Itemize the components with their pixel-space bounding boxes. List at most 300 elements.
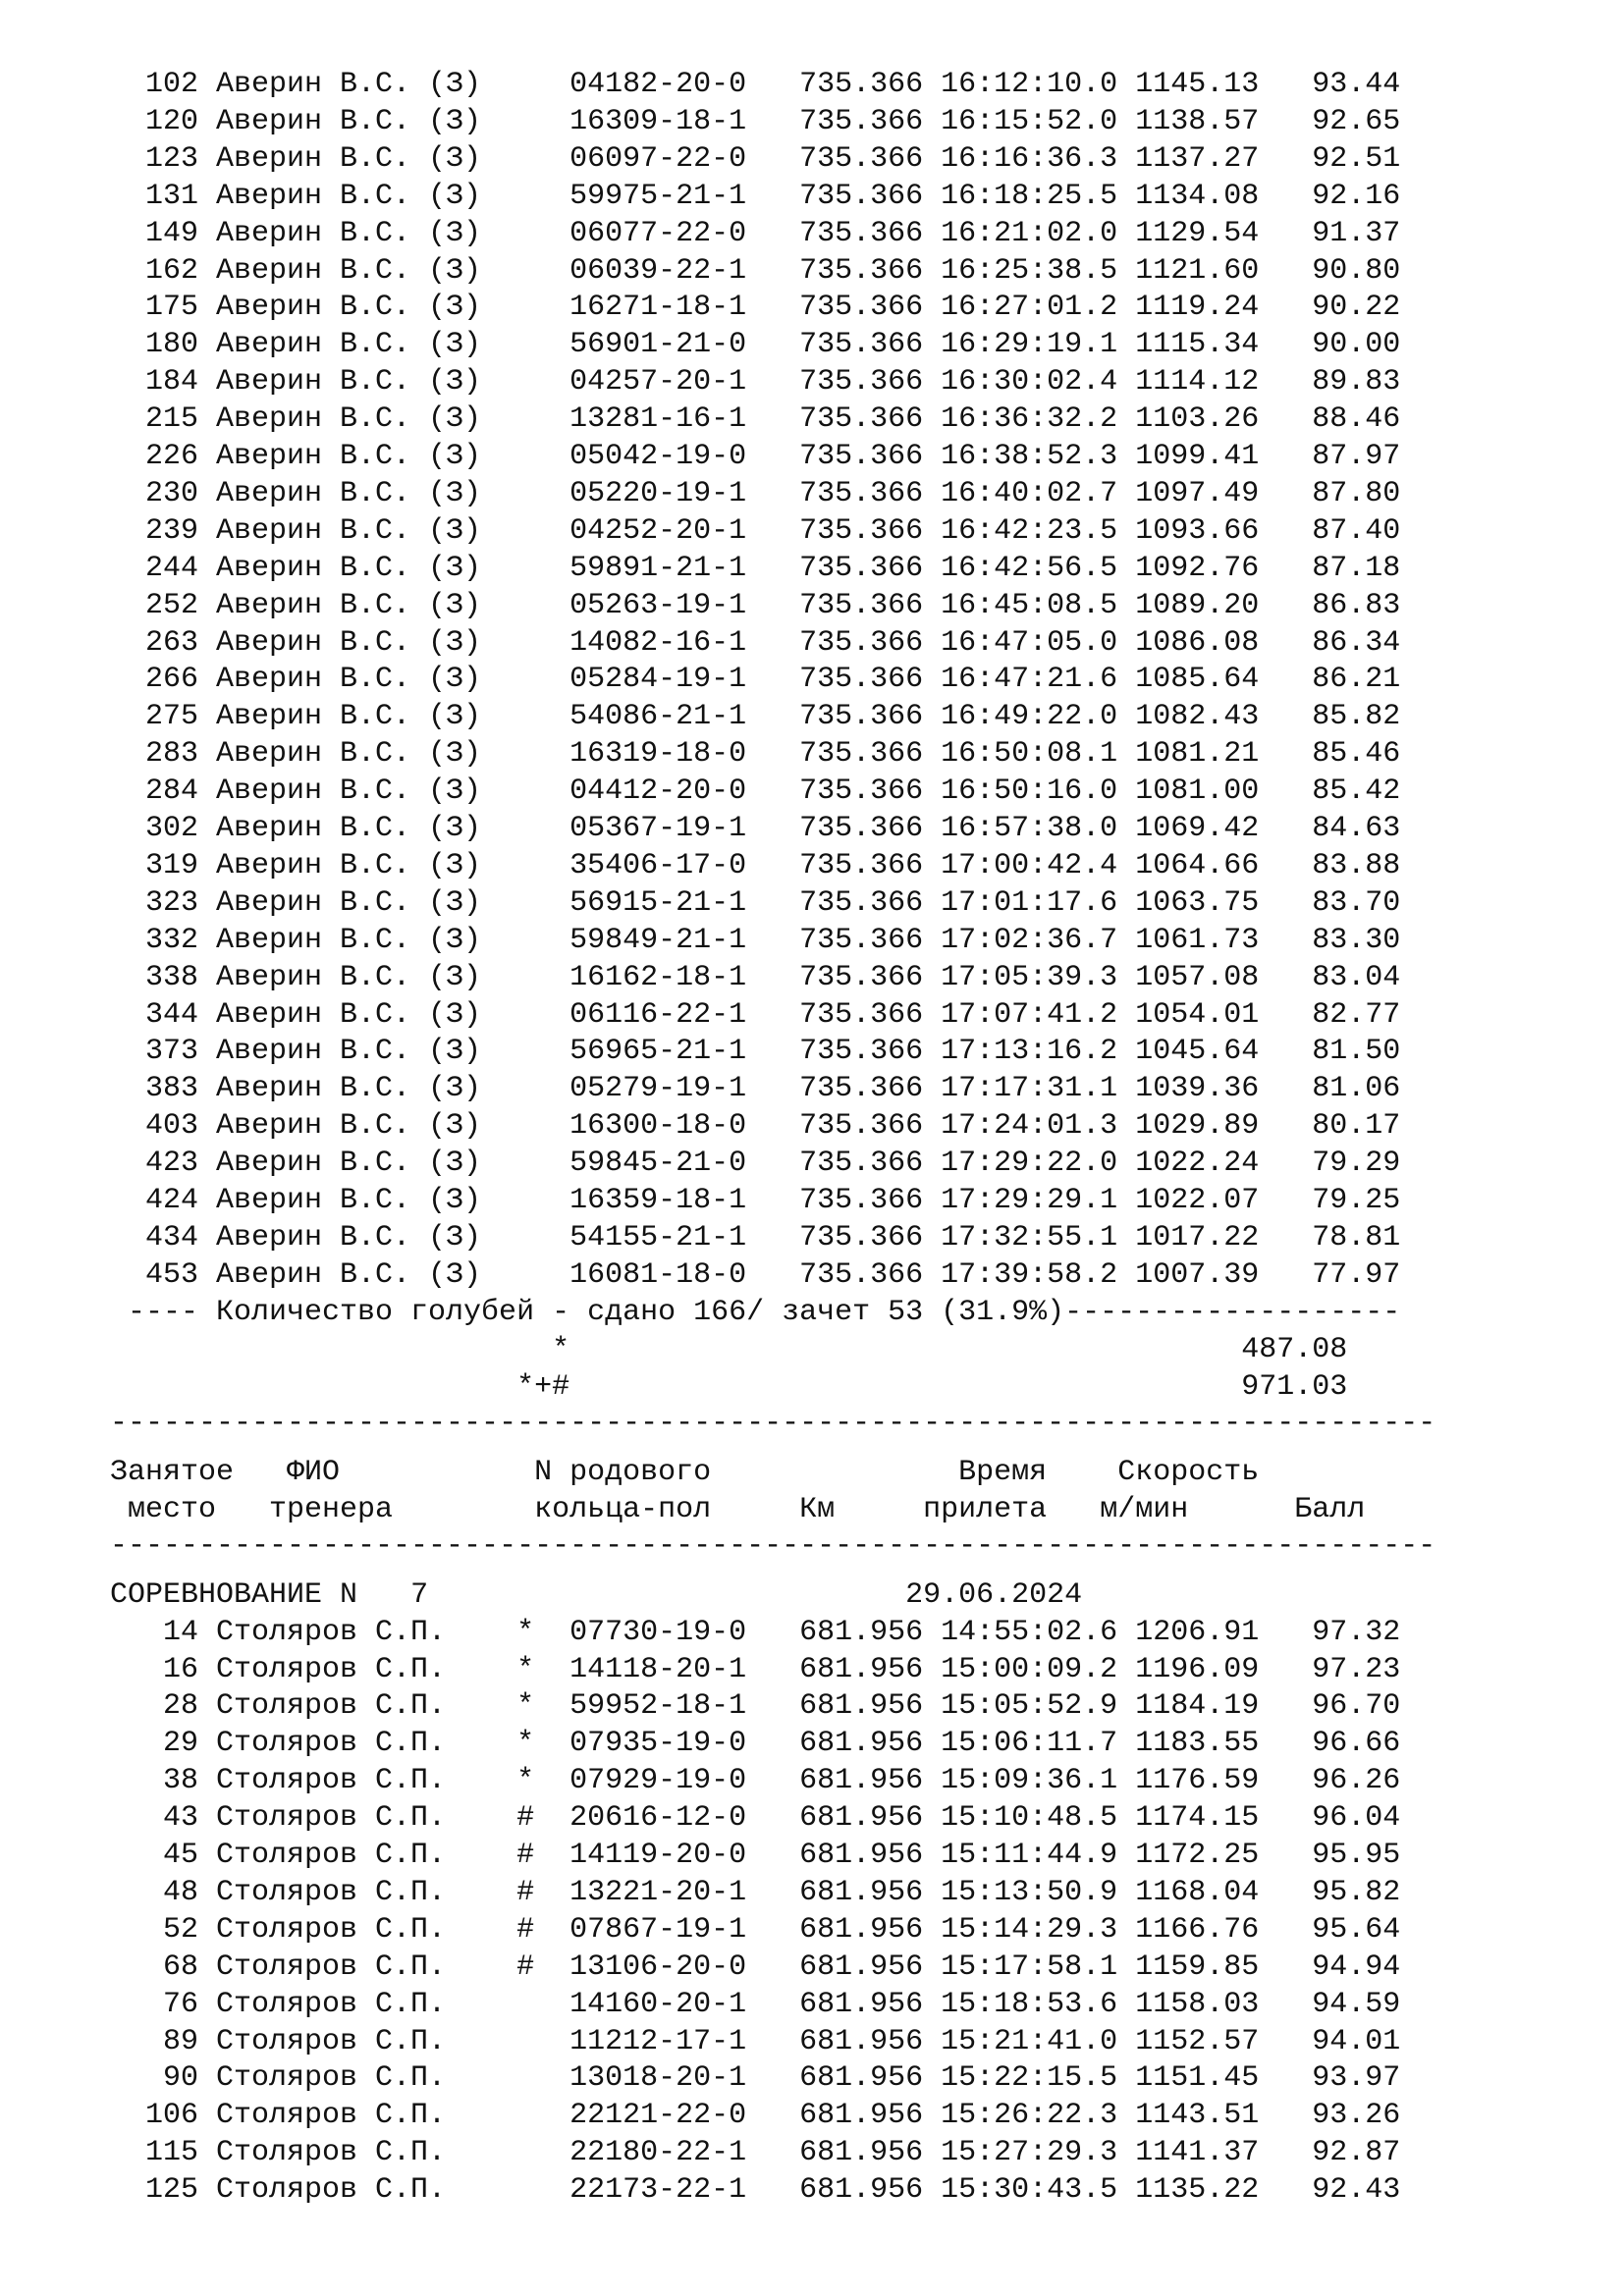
time-cell: 16:49:22.0 <box>941 700 1136 734</box>
place-cell: 52 <box>128 1912 217 1947</box>
table-row <box>128 1837 1561 1874</box>
place-cell: 90 <box>128 2061 217 2096</box>
trainer-cell: Столяров С.П. <box>216 2024 482 2058</box>
place-cell: 284 <box>128 774 217 809</box>
time-cell: 14:55:02.6 <box>941 1615 1136 1649</box>
score-cell: 88.46 <box>1294 402 1401 437</box>
header-time: Время <box>958 1455 1118 1489</box>
ring-cell: 16309-18-1 <box>569 104 800 138</box>
speed-cell: 1137.27 <box>1135 141 1295 176</box>
km-cell: 681.956 <box>799 2061 942 2096</box>
speed-cell: 1069.42 <box>1135 812 1295 845</box>
trainer-cell: Аверин В.С. (З) <box>216 68 482 101</box>
table-row <box>128 1874 1561 1911</box>
ring-cell: 06039-22-1 <box>569 253 800 288</box>
speed-cell: 1168.04 <box>1135 1875 1295 1909</box>
speed-cell: 1103.26 <box>1135 402 1295 437</box>
place-cell: 120 <box>128 104 217 138</box>
speed-cell: 1166.76 <box>1135 1912 1295 1947</box>
trainer-cell: Аверин В.С. (З) <box>216 328 482 362</box>
time-cell: 15:18:53.6 <box>941 1987 1136 2021</box>
score-cell: 77.97 <box>1294 1257 1401 1292</box>
header-place: место <box>110 1492 270 1526</box>
ring-cell: 22173-22-1 <box>569 2173 800 2208</box>
km-cell: 735.366 <box>799 1220 942 1255</box>
km-cell: 735.366 <box>799 1147 942 1181</box>
trainer-cell: Аверин В.С. (З) <box>216 1072 482 1106</box>
divider-row <box>110 1405 1543 1442</box>
speed-cell: 1145.13 <box>1135 68 1295 101</box>
ring-cell: 22121-22-0 <box>569 2099 800 2133</box>
place-cell: 38 <box>128 1764 217 1798</box>
mark-cell <box>481 737 569 771</box>
ring-cell: 56915-21-1 <box>569 885 800 920</box>
mark-cell <box>481 886 569 920</box>
ring-cell: 06097-22-0 <box>569 141 800 176</box>
ring-cell: 07935-19-0 <box>569 1727 800 1761</box>
ring-cell: 05220-19-1 <box>569 476 800 510</box>
table-row <box>128 326 1561 363</box>
trainer-cell: Аверин В.С. (З) <box>216 774 482 809</box>
table-row <box>128 2023 1561 2060</box>
score-cell: 87.18 <box>1294 551 1401 585</box>
time-cell: 16:27:01.2 <box>941 291 1136 325</box>
mark-cell <box>481 68 569 101</box>
mark-cell <box>481 2136 569 2169</box>
mark-cell <box>481 998 569 1032</box>
km-cell: 735.366 <box>799 1035 942 1069</box>
score-cell: 92.43 <box>1294 2173 1401 2208</box>
table-row <box>128 178 1561 215</box>
place-cell: 453 <box>128 1257 217 1292</box>
table-row <box>128 252 1561 290</box>
ring-cell: 06077-22-0 <box>569 216 800 250</box>
ring-cell: 59891-21-1 <box>569 551 800 585</box>
km-cell: 735.366 <box>799 104 942 138</box>
score-cell: 91.37 <box>1294 216 1401 250</box>
trainer-cell: Аверин В.С. (З) <box>216 476 482 510</box>
speed-cell: 1085.64 <box>1135 663 1295 697</box>
score-cell: 93.97 <box>1294 2061 1401 2096</box>
mark-cell <box>481 774 569 808</box>
speed-cell: 1115.34 <box>1135 328 1295 362</box>
header-time: прилета <box>923 1492 1101 1526</box>
score-cell: 86.21 <box>1294 663 1401 697</box>
trainer-cell: Столяров С.П. <box>216 1875 482 1909</box>
speed-cell: 1045.64 <box>1135 1035 1295 1069</box>
trainer-cell: Аверин В.С. (З) <box>216 960 482 994</box>
mark-cell <box>481 254 569 288</box>
km-cell: 735.366 <box>799 1109 942 1144</box>
place-cell: 302 <box>128 812 217 845</box>
total-row <box>128 1331 1561 1368</box>
trainer-cell: Аверин В.С. (З) <box>216 1035 482 1069</box>
summary-row <box>128 1294 1561 1331</box>
speed-cell: 1135.22 <box>1135 2173 1295 2208</box>
place-cell: 45 <box>128 1839 217 1873</box>
place-cell: 244 <box>128 551 217 585</box>
score-cell: 83.70 <box>1294 885 1401 920</box>
score-cell: 94.01 <box>1294 2024 1401 2058</box>
trainer-cell: Аверин В.С. (З) <box>216 1257 482 1292</box>
score-cell: 79.25 <box>1294 1184 1401 1217</box>
score-cell: 90.22 <box>1294 291 1401 325</box>
ring-cell: 13106-20-0 <box>569 1949 800 1984</box>
table-row <box>128 1651 1561 1688</box>
place-cell: 434 <box>128 1220 217 1255</box>
time-cell: 16:30:02.4 <box>941 365 1136 400</box>
mark-cell <box>481 1221 569 1255</box>
score-cell: 82.77 <box>1294 997 1401 1032</box>
header-speed: Скорость <box>1117 1455 1277 1489</box>
time-cell: 16:16:36.3 <box>941 141 1136 176</box>
mark-cell <box>481 700 569 733</box>
table-row <box>128 2134 1561 2171</box>
time-cell: 16:47:05.0 <box>941 625 1136 660</box>
time-cell: 15:13:50.9 <box>941 1875 1136 1909</box>
km-cell: 681.956 <box>799 1839 942 1873</box>
place-cell: 226 <box>128 440 217 473</box>
time-cell: 17:24:01.3 <box>941 1109 1136 1144</box>
trainer-cell: Столяров С.П. <box>216 1652 482 1686</box>
score-cell: 87.97 <box>1294 440 1401 473</box>
speed-cell: 1121.60 <box>1135 253 1295 288</box>
header-speed: м/мин <box>1100 1492 1260 1526</box>
trainer-cell: Столяров С.П. <box>216 1801 482 1836</box>
score-cell: 81.50 <box>1294 1035 1401 1069</box>
place-cell: 14 <box>128 1615 217 1649</box>
table-row <box>128 847 1561 884</box>
table-row <box>128 215 1561 252</box>
km-cell: 735.366 <box>799 365 942 400</box>
speed-cell: 1007.39 <box>1135 1257 1295 1292</box>
total-marker: * <box>128 1332 570 1366</box>
trainer-cell: Аверин В.С. (З) <box>216 551 482 585</box>
score-cell: 93.44 <box>1294 68 1401 101</box>
score-cell: 96.70 <box>1294 1689 1401 1724</box>
ring-cell: 11212-17-1 <box>569 2024 800 2058</box>
time-cell: 17:39:58.2 <box>941 1257 1136 1292</box>
score-cell: 95.64 <box>1294 1912 1401 1947</box>
km-cell: 681.956 <box>799 1801 942 1836</box>
km-cell: 735.366 <box>799 1072 942 1106</box>
mark-cell <box>481 552 569 585</box>
km-cell: 681.956 <box>799 1689 942 1724</box>
mark-cell <box>481 180 569 213</box>
ring-cell: 59975-21-1 <box>569 179 800 213</box>
ring-cell: 54155-21-1 <box>569 1220 800 1255</box>
place-cell: 215 <box>128 402 217 437</box>
ring-cell: 04252-20-1 <box>569 513 800 548</box>
score-cell: 85.46 <box>1294 737 1401 772</box>
table-row <box>128 624 1561 662</box>
trainer-cell: Аверин В.С. (З) <box>216 141 482 176</box>
table-row <box>128 550 1561 587</box>
trainer-cell: Аверин В.С. (З) <box>216 253 482 288</box>
time-cell: 17:00:42.4 <box>941 848 1136 882</box>
time-cell: 17:17:31.1 <box>941 1072 1136 1106</box>
mark-cell <box>481 1035 569 1068</box>
table-row <box>128 1145 1561 1182</box>
trainer-cell: Аверин В.С. (З) <box>216 700 482 734</box>
place-cell: 175 <box>128 291 217 325</box>
speed-cell: 1057.08 <box>1135 960 1295 994</box>
table-row <box>128 1911 1561 1949</box>
score-cell: 94.59 <box>1294 1987 1401 2021</box>
time-cell: 17:13:16.2 <box>941 1035 1136 1069</box>
time-cell: 15:05:52.9 <box>941 1689 1136 1724</box>
time-cell: 15:09:36.1 <box>941 1764 1136 1798</box>
trainer-cell: Столяров С.П. <box>216 2061 482 2096</box>
time-cell: 15:26:22.3 <box>941 2099 1136 2133</box>
mark-cell <box>481 1258 569 1292</box>
mark-cell <box>481 1184 569 1217</box>
speed-cell: 1089.20 <box>1135 588 1295 622</box>
speed-cell: 1081.00 <box>1135 774 1295 809</box>
speed-cell: 1172.25 <box>1135 1839 1295 1873</box>
km-cell: 735.366 <box>799 141 942 176</box>
score-cell: 90.80 <box>1294 253 1401 288</box>
km-cell: 681.956 <box>799 2099 942 2133</box>
km-cell: 735.366 <box>799 812 942 845</box>
ring-cell: 16081-18-0 <box>569 1257 800 1292</box>
ring-cell: 13018-20-1 <box>569 2061 800 2096</box>
mark-cell <box>481 105 569 138</box>
mark-cell <box>481 1109 569 1143</box>
ring-cell: 20616-12-0 <box>569 1801 800 1836</box>
place-cell: 319 <box>128 848 217 882</box>
place-cell: 403 <box>128 1109 217 1144</box>
table-row <box>128 2171 1561 2209</box>
header-ring: кольца-пол <box>534 1492 800 1526</box>
place-cell: 263 <box>128 625 217 660</box>
km-cell: 735.366 <box>799 328 942 362</box>
place-cell: 29 <box>128 1727 217 1761</box>
km-cell: 681.956 <box>799 1912 942 1947</box>
km-cell: 735.366 <box>799 179 942 213</box>
km-cell: 735.366 <box>799 513 942 548</box>
speed-cell: 1141.37 <box>1135 2136 1295 2170</box>
km-cell: 681.956 <box>799 2173 942 2208</box>
time-cell: 16:42:23.5 <box>941 513 1136 548</box>
speed-cell: 1097.49 <box>1135 476 1295 510</box>
ring-cell: 04412-20-0 <box>569 774 800 809</box>
km-cell: 735.366 <box>799 848 942 882</box>
mark-cell <box>481 961 569 994</box>
mark-cell <box>481 2025 569 2058</box>
trainer-cell: Столяров С.П. <box>216 1764 482 1798</box>
trainer-cell: Аверин В.С. (З) <box>216 1220 482 1255</box>
time-cell: 16:45:08.5 <box>941 588 1136 622</box>
trainer-cell: Аверин В.С. (З) <box>216 440 482 473</box>
mark-cell <box>481 328 569 361</box>
km-cell: 735.366 <box>799 885 942 920</box>
time-cell: 16:50:16.0 <box>941 774 1136 809</box>
ring-cell: 16359-18-1 <box>569 1184 800 1217</box>
trainer-cell: Аверин В.С. (З) <box>216 625 482 660</box>
km-cell: 681.956 <box>799 1764 942 1798</box>
trainer-cell: Аверин В.С. (З) <box>216 588 482 622</box>
place-cell: 162 <box>128 253 217 288</box>
score-cell: 86.34 <box>1294 625 1401 660</box>
ring-cell: 05042-19-0 <box>569 440 800 473</box>
place-cell: 125 <box>128 2173 217 2208</box>
table-row <box>128 475 1561 512</box>
score-cell: 96.04 <box>1294 1801 1401 1836</box>
speed-cell: 1086.08 <box>1135 625 1295 660</box>
table-row <box>128 587 1561 624</box>
trainer-cell: Столяров С.П. <box>216 2099 482 2133</box>
place-cell: 338 <box>128 960 217 994</box>
ring-cell: 14119-20-0 <box>569 1839 800 1873</box>
trainer-cell: Столяров С.П. <box>216 2173 482 2208</box>
trainer-cell: Аверин В.С. (З) <box>216 402 482 437</box>
mark-cell <box>481 440 569 473</box>
speed-cell: 1082.43 <box>1135 700 1295 734</box>
table-row <box>128 2059 1561 2097</box>
km-cell: 681.956 <box>799 1615 942 1649</box>
ring-cell: 05263-19-1 <box>569 588 800 622</box>
place-cell: 424 <box>128 1184 217 1217</box>
table-row <box>128 1799 1561 1837</box>
ring-cell: 06116-22-1 <box>569 997 800 1032</box>
ring-cell: 13221-20-1 <box>569 1875 800 1909</box>
km-cell: 681.956 <box>799 1875 942 1909</box>
time-cell: 16:29:19.1 <box>941 328 1136 362</box>
km-cell: 735.366 <box>799 551 942 585</box>
km-cell: 681.956 <box>799 1987 942 2021</box>
km-cell: 735.366 <box>799 625 942 660</box>
time-cell: 17:29:29.1 <box>941 1184 1136 1217</box>
score-cell: 92.16 <box>1294 179 1401 213</box>
place-cell: 28 <box>128 1689 217 1724</box>
time-cell: 16:40:02.7 <box>941 476 1136 510</box>
table-row <box>128 1033 1561 1070</box>
mark-cell <box>481 2173 569 2207</box>
score-cell: 83.88 <box>1294 848 1401 882</box>
ring-cell: 14118-20-1 <box>569 1652 800 1686</box>
table-row <box>128 363 1561 400</box>
time-cell: 15:14:29.3 <box>941 1912 1136 1947</box>
km-cell: 735.366 <box>799 68 942 101</box>
place-cell: 266 <box>128 663 217 697</box>
table-row <box>128 959 1561 996</box>
ring-cell: 54086-21-1 <box>569 700 800 734</box>
speed-cell: 1151.45 <box>1135 2061 1295 2096</box>
table-row <box>128 2097 1561 2134</box>
score-cell: 92.51 <box>1294 141 1401 176</box>
speed-cell: 1138.57 <box>1135 104 1295 138</box>
trainer-cell: Аверин В.С. (З) <box>216 513 482 548</box>
speed-cell: 1158.03 <box>1135 1987 1295 2021</box>
place-cell: 332 <box>128 923 217 957</box>
km-cell: 681.956 <box>799 1652 942 1686</box>
total-marker: *+# <box>128 1369 570 1404</box>
speed-cell: 1029.89 <box>1135 1109 1295 1144</box>
speed-cell: 1176.59 <box>1135 1764 1295 1798</box>
km-cell: 735.366 <box>799 997 942 1032</box>
mark-cell <box>481 2099 569 2132</box>
competition-number: 7 <box>410 1577 906 1612</box>
km-cell: 735.366 <box>799 253 942 288</box>
km-cell: 735.366 <box>799 440 942 473</box>
header-km: Км <box>799 1492 924 1526</box>
time-cell: 15:11:44.9 <box>941 1839 1136 1873</box>
place-cell: 275 <box>128 700 217 734</box>
speed-cell: 1129.54 <box>1135 216 1295 250</box>
km-cell: 735.366 <box>799 663 942 697</box>
time-cell: 17:32:55.1 <box>941 1220 1136 1255</box>
trainer-cell: Столяров С.П. <box>216 1689 482 1724</box>
summary-line: ---- Количество голубей - сдано 166/ зачет 53 (31.9%)------------------- <box>128 1295 1401 1329</box>
mark-cell <box>481 402 569 436</box>
header-ring: N родового <box>534 1455 959 1489</box>
ring-cell: 14082-16-1 <box>569 625 800 660</box>
table-row <box>128 1986 1561 2023</box>
time-cell: 16:25:38.5 <box>941 253 1136 288</box>
table-row <box>128 1725 1561 1762</box>
ring-cell: 16271-18-1 <box>569 291 800 325</box>
ring-cell: 35406-17-0 <box>569 848 800 882</box>
trainer-cell: Столяров С.П. <box>216 1839 482 1873</box>
speed-cell: 1022.24 <box>1135 1147 1295 1181</box>
table-row <box>128 438 1561 475</box>
ring-cell: 05367-19-1 <box>569 812 800 845</box>
place-cell: 423 <box>128 1147 217 1181</box>
place-cell: 16 <box>128 1652 217 1686</box>
score-cell: 89.83 <box>1294 365 1401 400</box>
trainer-cell: Аверин В.С. (З) <box>216 812 482 845</box>
speed-cell: 1063.75 <box>1135 885 1295 920</box>
ring-cell: 59845-21-0 <box>569 1147 800 1181</box>
place-cell: 102 <box>128 68 217 101</box>
score-cell: 96.26 <box>1294 1764 1401 1798</box>
time-cell: 16:12:10.0 <box>941 68 1136 101</box>
mark-cell <box>481 217 569 250</box>
total-value: 487.08 <box>569 1332 1348 1366</box>
km-cell: 681.956 <box>799 2024 942 2058</box>
km-cell: 735.366 <box>799 1257 942 1292</box>
total-row <box>128 1368 1561 1406</box>
km-cell: 735.366 <box>799 923 942 957</box>
time-cell: 17:05:39.3 <box>941 960 1136 994</box>
time-cell: 16:15:52.0 <box>941 104 1136 138</box>
table-row <box>128 1687 1561 1725</box>
divider-line: --------------------------------------------------------------------------- <box>110 1529 1436 1564</box>
table-row <box>128 661 1561 698</box>
km-cell: 735.366 <box>799 476 942 510</box>
table-row <box>128 810 1561 847</box>
speed-cell: 1039.36 <box>1135 1072 1295 1106</box>
speed-cell: 1159.85 <box>1135 1949 1295 1984</box>
trainer-cell: Столяров С.П. <box>216 1615 482 1649</box>
score-cell: 80.17 <box>1294 1109 1401 1144</box>
km-cell: 735.366 <box>799 1184 942 1217</box>
time-cell: 16:18:25.5 <box>941 179 1136 213</box>
trainer-cell: Аверин В.С. (З) <box>216 291 482 325</box>
mark-cell: # <box>481 1912 570 1947</box>
mark-cell <box>481 849 569 882</box>
trainer-cell: Аверин В.С. (З) <box>216 663 482 697</box>
time-cell: 15:22:15.5 <box>941 2061 1136 2096</box>
km-cell: 681.956 <box>799 2136 942 2170</box>
score-cell: 83.04 <box>1294 960 1401 994</box>
ring-cell: 07867-19-1 <box>569 1912 800 1947</box>
ring-cell: 59952-18-1 <box>569 1689 800 1724</box>
header-name: тренера <box>269 1492 535 1526</box>
table-row <box>128 400 1561 438</box>
time-cell: 16:21:02.0 <box>941 216 1136 250</box>
